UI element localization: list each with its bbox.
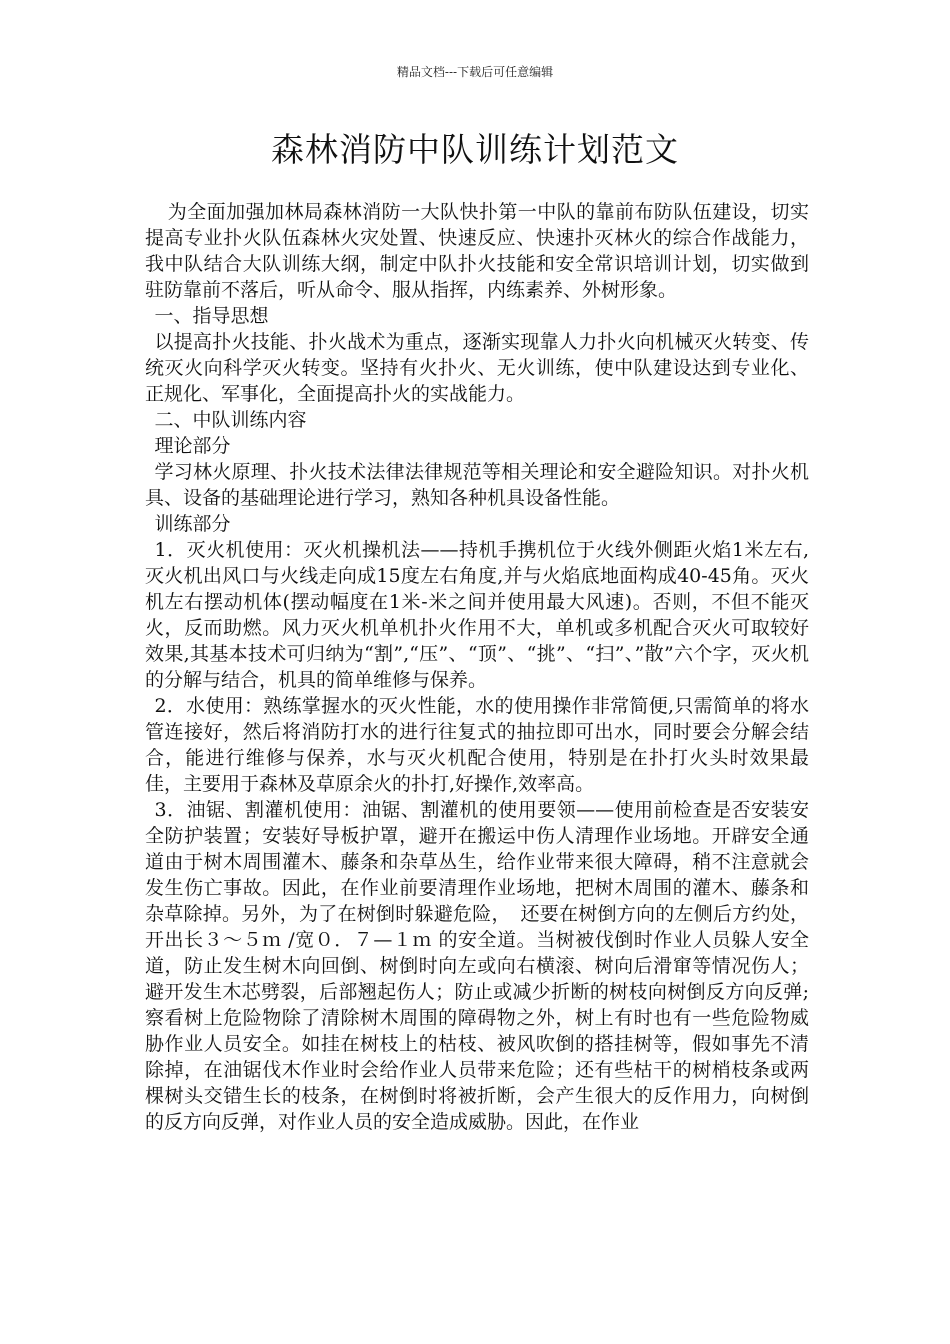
guiding-ideology-paragraph: 以提高扑火技能、扑火战术为重点，逐渐实现靠人力扑火向机械灭火转变、传统灭火向科学灭火转变。坚持有火扑火、无火训练，使中队建设达到专业化、正规化、军事化，全面提高扑火的实战能力。 [145, 331, 809, 405]
training-item-extinguisher: 1．灭火机使用：灭火机操机法——持机手携机位于火线外侧距火焰1米左右,灭火机出风口与火线走向成15度左右角度,并与火焰底地面构成40-45角。灭火机左右摆动机体(摆动幅度在1米-米之间并使用最大风速)。否则，不但不能灭火，反而助燃。风力灭火机单机扑火作用不大，单机或多机配合灭火可取较好效果,其基本技术可归纳为“割”,“压”、“顶”、“挑”、“扫”、”散”六个字，灭火机的分解与结合，机具的简单维修与保养。 [145, 539, 809, 691]
section-heading-guiding-ideology: 一、指导思想 [154, 305, 269, 327]
intro-paragraph: 为全面加强加林局森林消防一大队快扑第一中队的靠前布防队伍建设，切实提高专业扑火队伍森林火灾处置、快速反应、快速扑灭林火的综合作战能力，我中队结合大队训练大纲，制定中队扑火技能和安全常识培训计划，切实做到驻防靠前不落后，听从命令、服从指挥，内练素养、外树形象。 [145, 201, 809, 301]
document-body [145, 199, 809, 1135]
subheading-training: 训练部分 [154, 513, 231, 535]
section-heading-training-content: 二、中队训练内容 [154, 409, 307, 431]
theory-paragraph: 学习林火原理、扑火技术法律法律规范等相关理论和安全避险知识。对扑火机具、设备的基础理论进行学习，熟知各种机具设备性能。 [145, 461, 809, 509]
training-item-water: 2．水使用：熟练掌握水的灭火性能，水的使用操作非常简便,只需简单的将水管连接好，然后将消防打水的进行往复式的抽拉即可出水，同时要会分解会结合，能进行维修与保养，水与灭火机配合使用，特别是在扑打火头时效果最佳，主要用于森林及草原余火的扑打,好操作,效率高。 [145, 695, 809, 795]
page-header: 精品文档---下载后可任意编辑 [396, 65, 554, 79]
document-title: 森林消防中队训练计划范文 [271, 130, 679, 169]
training-item-chainsaw: 3．油锯、割灌机使用：油锯、割灌机的使用要领——使用前检查是否安装安全防护装置；安装好导板护罩，避开在搬运中伤人清理作业场地。开辟安全通道由于树木周围灌木、藤条和杂草丛生，给作业带来很大障碍，稍不注意就会发生伤亡事故。因此，在作业前要清理作业场地，把树木周围的灌木、藤条和杂草除掉。另外，为了在树倒时躲避危险， 还要在树倒方向的左侧后方约处，开出长３～５ｍ /宽０．７—１ｍ 的安全道。当树被伐倒时作业人员躲人安全道，防止发生树木向回倒、树倒时向左或向右横滚、树向后滑窜等情况伤人；避开发生木芯劈裂，后部翘起伤人；防止或减少折断的树枝向树倒反方向反弹;察看树上危险物除了清除树木周围的障碍物之外，树上有时也有一些危险物威胁作业人员安全。如挂在树枝上的枯枝、被风吹倒的搭挂树等，假如事先不清除掉，在油锯伐木作业时会给作业人员带来危险；还有些枯干的树梢枝条或两棵树头交错生长的枝条，在树倒时将被折断，会产生很大的反作用力，向树倒的反方向反弹，对作业人员的安全造成威胁。因此，在作业 [145, 799, 809, 1133]
subheading-theory: 理论部分 [154, 435, 231, 457]
